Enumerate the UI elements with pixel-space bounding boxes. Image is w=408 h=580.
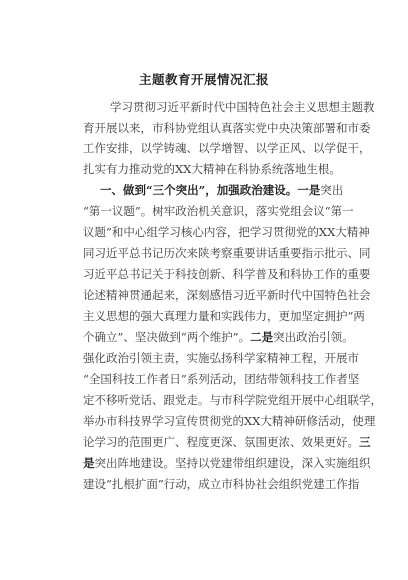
text-run: 育开展以来，市科协党组认真落实党中央决策部署和市委	[83, 121, 371, 135]
text-run: 强化政治引领主责，实施弘扬科学家精神工程，开展市	[83, 351, 359, 365]
text-run: 突出阵地建设。坚持以党建带组织建设，深入实施组织	[94, 456, 371, 470]
text-run: 个确立”、坚决做到“两个维护”。	[83, 330, 251, 344]
paragraph-line	[0, 432, 408, 452]
text-run: 突出政治引领。	[273, 330, 354, 344]
paragraph-line	[0, 327, 408, 347]
paragraph-line	[0, 97, 408, 117]
text-run: 习近平总书记关于科技创新、科学普及和科协工作的重要	[83, 267, 371, 281]
page-title: 主题教育开展情况汇报	[138, 72, 269, 87]
text-run: 主义思想的强大真理力量和实践伟力，更加坚定拥护“两	[83, 309, 365, 323]
paragraph-line	[0, 285, 408, 305]
paragraph-line	[0, 159, 408, 179]
paragraph-line	[0, 306, 408, 326]
point-label: 一是	[297, 183, 321, 197]
paragraph-line	[0, 118, 408, 138]
section-heading: 一、做到“三个突出”，加强政治建设。	[100, 183, 298, 197]
paragraph-line	[0, 222, 408, 242]
text-run: “第一议题”。树牢政治机关意识，落实党组会议“第一	[83, 204, 354, 218]
text-run: 建设“扎根扩面”行动，成立市科协社会组织党建工作指	[83, 477, 360, 491]
text-run: 学习贯彻习近平新时代中国特色社会主义思想主题教	[110, 100, 375, 114]
paragraph-line	[0, 201, 408, 221]
paragraph-line	[0, 411, 408, 431]
text-run: 扎实有力推动党的XX大精神在科协系统落地生根。	[83, 162, 341, 176]
paragraph-line	[0, 474, 408, 494]
point-label: 二是	[250, 330, 274, 344]
text-run: 定不移听党话、跟党走。与市科学院党组开展中心组联学，	[83, 393, 382, 407]
paragraph-line	[0, 138, 408, 158]
text-run: 同习近平总书记历次来陕考察重要讲话重要指示批示、同	[83, 246, 371, 260]
text-run: 论学习的范围更广、程度更深、氛围更浓、效果更好。	[83, 435, 359, 449]
text-run: 突出	[320, 183, 344, 197]
text-run: 论述精神贯通起来，深刻感悟习近平新时代中国特色社会	[83, 288, 371, 302]
paragraph-line	[0, 348, 408, 368]
text-run: 工作安排，以学铸魂、以学增智、以学正风、以学促干，	[83, 141, 371, 155]
point-label: 是	[83, 456, 95, 470]
paragraph-line	[0, 264, 408, 284]
text-run: 举办市科技界学习宣传贯彻党的XX大精神研修活动，使理	[83, 414, 376, 428]
text-run: “全国科技工作者日”系列活动，团结带领科技工作者坚	[83, 372, 360, 386]
point-label: 三	[359, 435, 371, 449]
paragraph-line	[0, 453, 408, 473]
paragraph-line	[0, 369, 408, 389]
paragraph-line	[0, 243, 408, 263]
text-run: 议题”和中心组学习核心内容，把学习贯彻党的XX大精神	[83, 225, 370, 239]
paragraph-line	[0, 180, 408, 200]
paragraph-line	[0, 390, 408, 410]
